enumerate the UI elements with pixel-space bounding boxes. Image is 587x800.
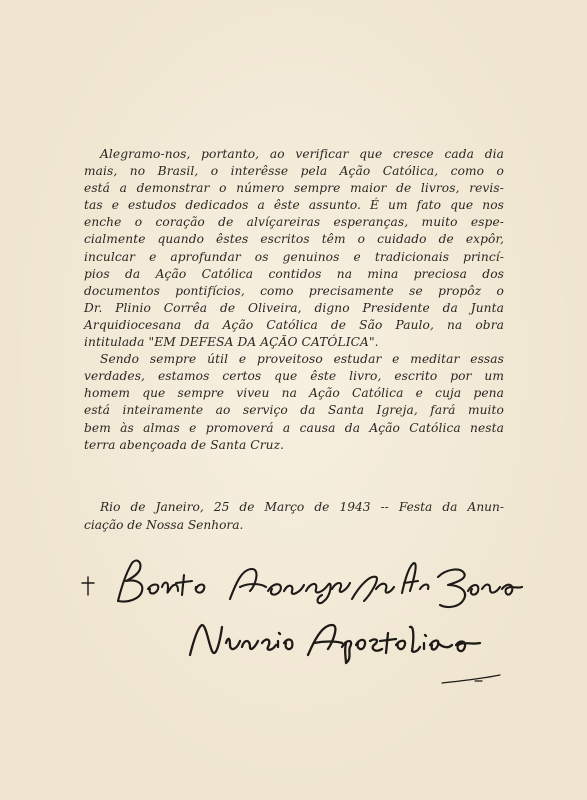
signature-line-2: [190, 625, 480, 663]
paragraph-1-line: mais, no Brasil, o interêsse pela Ação Católica, como o: [84, 164, 504, 179]
paragraph-1: [84, 146, 504, 351]
paragraph-1-line: Arquidiocesana da Ação Católica de São Paulo, na obra: [84, 317, 504, 332]
paragraph-1-line: intitulada "EM DEFESA DA AÇÃO CATÓLICA".: [84, 335, 379, 350]
paragraph-1-line: enche o coração de alvíçareiras esperanças, muito espe-: [84, 215, 504, 230]
paragraph-1-line: pios da Ação Católica contidos na mina preciosa dos: [84, 266, 504, 281]
paragraph-1-line: documentos pontifícios, como precisamente se propôz o: [84, 283, 504, 298]
paragraph-2-line: homem que sempre viveu na Ação Católica e cuja pena: [84, 386, 504, 401]
paragraph-2-line: está inteiramente ao serviço da Santa Igreja, fará muito: [84, 403, 504, 418]
paragraph-2-line: Sendo sempre útil e proveitoso estudar e meditar essas: [100, 352, 504, 367]
cross-mark: [82, 577, 94, 595]
dateline-line: ciação de Nossa Senhora.: [84, 517, 244, 532]
paragraph-2-line: verdades, estamos certos que êste livro, escrito por um: [84, 369, 504, 384]
paragraph-1-line: inculcar e aprofundar os genuinos e tradicionais princí-: [84, 249, 504, 264]
paragraph-2: [84, 351, 504, 454]
paragraph-2-line: bem às almas e promoverá a causa da Ação Católica nesta: [84, 420, 504, 435]
dateline-line: Rio de Janeiro, 25 de Março de 1943 -- Festa da Anun-: [100, 500, 504, 514]
dateline: [84, 499, 504, 534]
paragraph-1-line: Alegramo-nos, portanto, ao verificar que cresce cada dia: [100, 147, 504, 161]
paragraph-2-line: terra abençoada de Santa Cruz.: [84, 437, 285, 452]
paragraph-1-line: tas e estudos dedicados a êste assunto. É um fato que nos: [84, 198, 504, 213]
letter-body: [84, 146, 504, 454]
signature-line-1: [118, 561, 522, 607]
paragraph-1-line: Dr. Plinio Corrêa de Oliveira, digno Presidente da Junta: [84, 300, 504, 315]
signature-flourish: [442, 675, 500, 683]
handwritten-signature: [70, 555, 530, 695]
paragraph-1-line: está a demonstrar o número sempre maior de livros, revis-: [84, 181, 504, 196]
paragraph-1-line: cialmente quando êstes escritos têm o cuidado de expôr,: [84, 232, 504, 247]
